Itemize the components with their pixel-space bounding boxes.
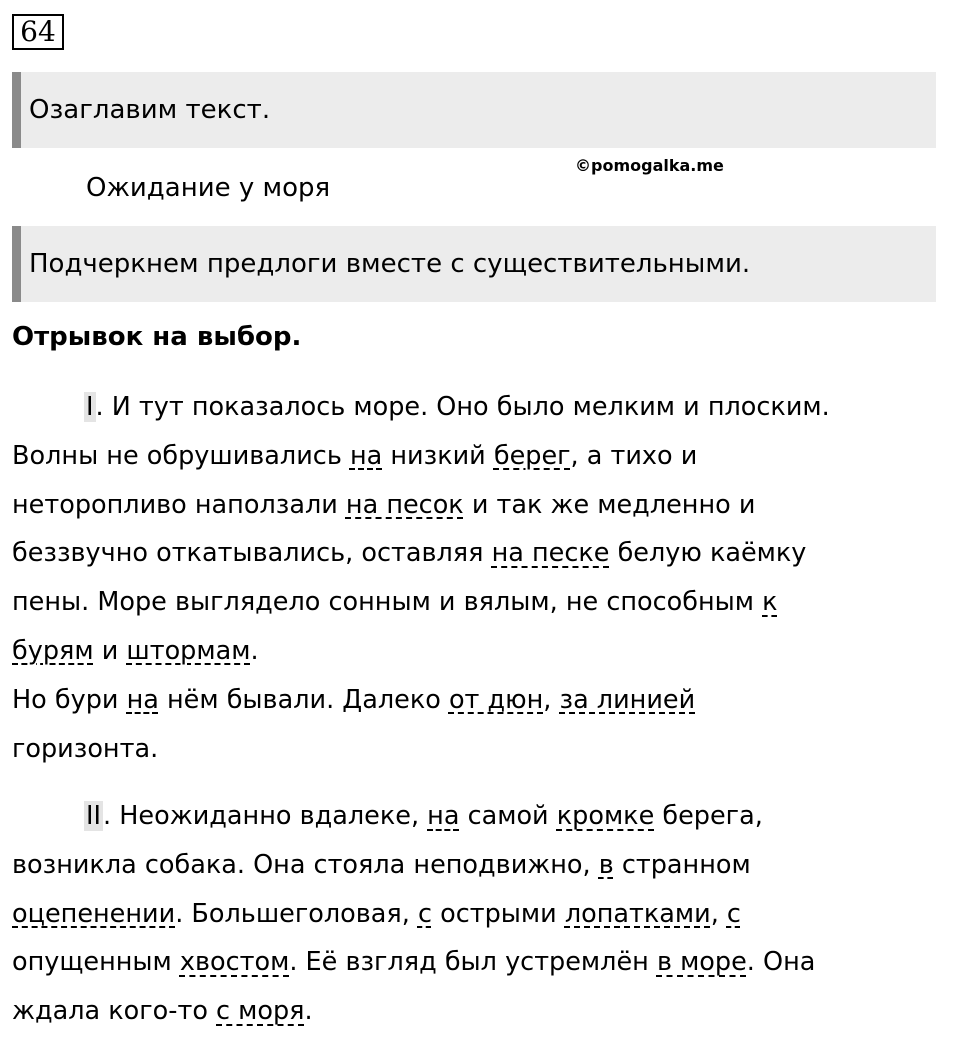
text-fragment: Волны не обрушивались xyxy=(12,440,350,471)
text-fragment: Но бури xyxy=(12,684,127,715)
text-fragment: и xyxy=(93,635,127,666)
text-fragment: нём бывали. Далеко xyxy=(158,684,449,715)
text-fragment: . Она xyxy=(746,947,816,978)
underlined-phrase: на xyxy=(126,684,159,715)
text-fragment: возникла собака. Она стояла неподвижно, xyxy=(12,849,599,880)
underlined-phrase: за линией xyxy=(559,684,696,715)
passage-line xyxy=(12,987,952,1036)
text-fragment: пены. Море выглядело сонным и вялым, не способным xyxy=(12,587,763,618)
text-fragment: . Неожиданно вдалеке, xyxy=(103,801,428,831)
task-instruction-title xyxy=(12,72,936,148)
text-fragment: и так же медленно и xyxy=(463,489,756,520)
underlined-phrase: от дюн xyxy=(448,684,544,715)
text-fragment: неторопливо наползали xyxy=(12,489,346,520)
exercise-number: 64 xyxy=(12,14,64,50)
underlined-phrase: на xyxy=(427,801,460,831)
watermark: ©pomogalka.me xyxy=(575,156,724,175)
task-instruction-title-text: Озаглавим текст. xyxy=(29,95,271,125)
underlined-phrase: на xyxy=(349,440,383,471)
underlined-phrase: лопатками xyxy=(564,898,711,929)
text-fragment: . И тут показалось море. Оно было мелким и плоским. xyxy=(95,392,830,422)
passage-line xyxy=(12,792,952,841)
underlined-phrase: в xyxy=(598,849,614,880)
passage-line xyxy=(12,383,952,432)
passage-line xyxy=(12,481,952,530)
text-fragment: беззвучно откатывались, оставляя xyxy=(12,538,492,569)
passage-line xyxy=(12,725,952,774)
underlined-phrase: на песок xyxy=(345,489,464,520)
text-fragment: , xyxy=(710,898,727,929)
choice-heading: Отрывок на выбор. xyxy=(12,322,302,352)
text-fragment: опущенным xyxy=(12,947,180,978)
underlined-phrase: кромке xyxy=(556,801,655,831)
underlined-phrase: с xyxy=(726,898,741,929)
roman-numeral: I xyxy=(86,392,94,422)
text-fragment: , а тихо и xyxy=(570,440,698,471)
text-fragment: . xyxy=(304,996,313,1027)
underlined-phrase: с моря xyxy=(216,996,305,1027)
text-fragment: , xyxy=(543,684,560,715)
text-fragment: белую каёмку xyxy=(609,538,807,569)
underlined-phrase: берег xyxy=(493,440,571,471)
underlined-phrase: с xyxy=(417,898,432,929)
passage-line xyxy=(12,432,952,481)
text-fragment: низкий xyxy=(382,440,494,471)
passage-one xyxy=(12,383,952,773)
text-fragment: ждала кого-то xyxy=(12,996,217,1027)
underlined-phrase: на песке xyxy=(491,538,610,569)
passage-line xyxy=(12,676,952,725)
passage-line xyxy=(12,578,952,627)
underlined-phrase: хвостом xyxy=(179,947,290,978)
roman-numeral: II xyxy=(86,801,102,831)
title-answer: Ожидание у моря xyxy=(86,173,331,203)
underlined-phrase: в море xyxy=(656,947,747,978)
text-fragment: берега, xyxy=(654,801,763,831)
task-instruction-underline-text: Подчеркнем предлоги вместе с существительными. xyxy=(29,249,751,279)
text-fragment: острыми xyxy=(431,898,565,929)
underlined-phrase: бурям xyxy=(12,635,94,666)
underlined-phrase: штормам xyxy=(126,635,251,666)
underlined-phrase: оцепенении xyxy=(12,898,176,929)
passage-line xyxy=(12,841,952,890)
passage-line xyxy=(12,529,952,578)
task-instruction-underline xyxy=(12,226,936,302)
text-fragment: . Её взгляд был устремлён xyxy=(289,947,657,978)
passage-two xyxy=(12,792,952,1036)
text-fragment: горизонта. xyxy=(12,733,159,764)
passage-line xyxy=(12,627,952,676)
passage-line xyxy=(12,938,952,987)
text-fragment: странном xyxy=(613,849,751,880)
text-fragment: самой xyxy=(459,801,557,831)
passage-line xyxy=(12,890,952,939)
text-fragment: . xyxy=(250,635,259,666)
text-fragment: . Большеголовая, xyxy=(175,898,418,929)
underlined-phrase: к xyxy=(762,587,778,618)
